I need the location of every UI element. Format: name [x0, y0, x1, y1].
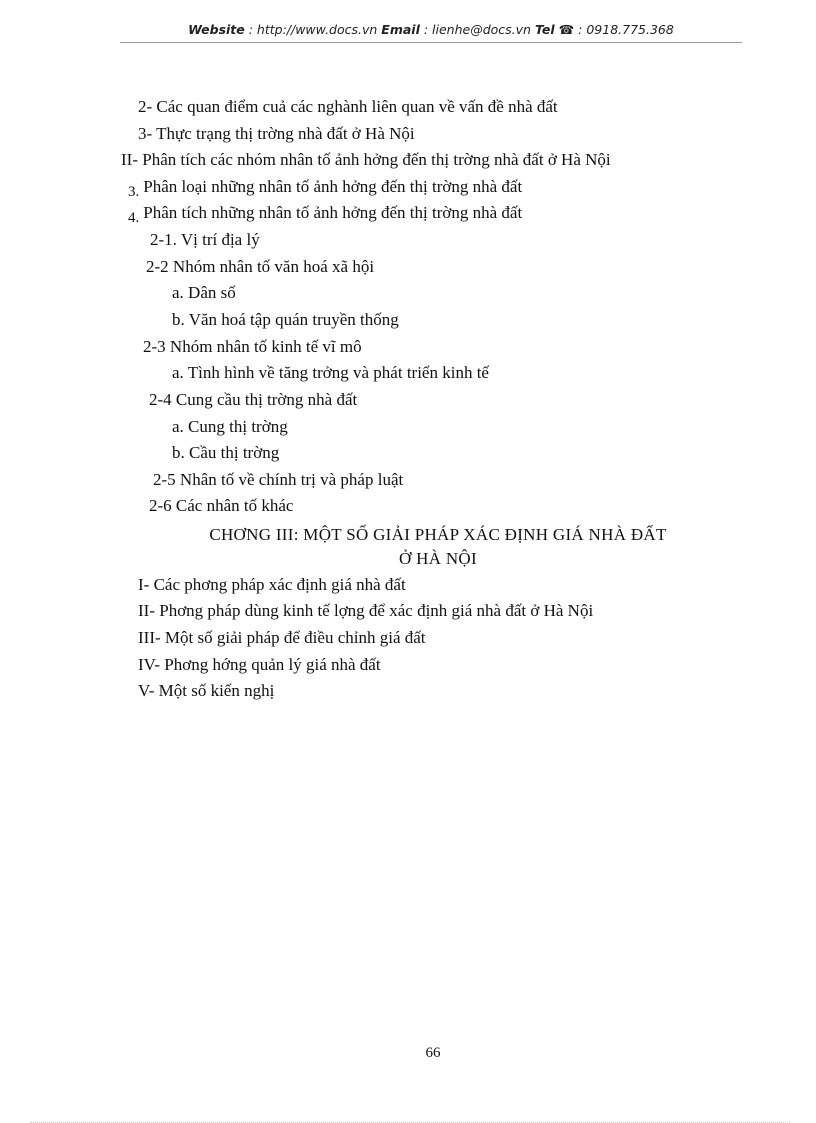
toc-line: a. Dân số	[172, 283, 236, 302]
toc-line: 2-5 Nhân tố về chính trị và pháp luật	[153, 470, 404, 489]
toc-line: 2-6 Các nhân tố khác	[149, 496, 294, 515]
chapter-heading	[158, 523, 718, 571]
toc-line: II- Phơng pháp dùng kinh tế lợng để xác định giá nhà đất ở Hà Nội	[138, 601, 594, 620]
toc-line: II- Phân tích các nhóm nhân tố ảnh hởng đến thị trờng nhà đất ở Hà Nội	[121, 150, 611, 169]
toc-line: a. Cung thị trờng	[172, 417, 288, 436]
list-number: 3.	[128, 184, 140, 200]
tel-label: Tel	[534, 22, 555, 37]
toc-line: b. Cầu thị trờng	[172, 443, 280, 462]
toc-line: V- Một số kiến nghị	[138, 681, 275, 700]
page-number: 66	[425, 1045, 441, 1061]
website-label: Website	[188, 22, 245, 37]
chapter-title-line: Ở HÀ NỘI	[399, 549, 477, 568]
header-divider	[120, 42, 742, 43]
toc-line: a. Tình hình về tăng trởng và phát triển kinh tế	[172, 363, 489, 382]
toc-line: 3- Thực trạng thị trờng nhà đất ở Hà Nội	[138, 124, 415, 143]
toc-line: 2- Các quan điểm cuả các nghành liên quan về vấn đề nhà đất	[138, 97, 558, 116]
email-label: Email	[381, 22, 420, 37]
toc-line: b. Văn hoá tập quán truyền thống	[172, 310, 399, 329]
tel-value: : 0918.775.368	[574, 22, 674, 37]
chapter-title-line: CHƠNG III: MỘT SỐ GIẢI PHÁP XÁC ĐỊNH GIÁ NHÀ ĐẤT	[209, 525, 667, 544]
toc-line: IV- Phơng hớng quản lý giá nhà đất	[138, 655, 381, 674]
toc-line: 2-4 Cung cầu thị trờng nhà đất	[149, 390, 358, 409]
page-header	[120, 22, 742, 37]
toc-line: 2-3 Nhóm nhân tố kinh tế vĩ mô	[143, 337, 362, 356]
toc-line	[128, 177, 522, 198]
toc-line	[128, 203, 522, 224]
phone-icon: ☎	[558, 22, 575, 37]
toc-line: I- Các phơng pháp xác định giá nhà đất	[138, 575, 406, 594]
toc-line: III- Một số giải pháp để điều chỉnh giá đất	[138, 628, 426, 647]
toc-line: 2-1. Vị trí địa lý	[150, 230, 260, 249]
list-number: 4.	[128, 210, 140, 226]
email-value: : lienhe@docs.vn	[419, 22, 535, 37]
toc-line: 2-2 Nhóm nhân tố văn hoá xã hội	[146, 257, 375, 276]
toc-line-text: Phân tích những nhân tố ảnh hởng đến thị trờng nhà đất	[143, 203, 523, 222]
toc-line-text: Phân loại những nhân tố ảnh hởng đến thị trờng nhà đất	[143, 177, 523, 196]
website-value: : http://www.docs.vn	[244, 22, 382, 37]
